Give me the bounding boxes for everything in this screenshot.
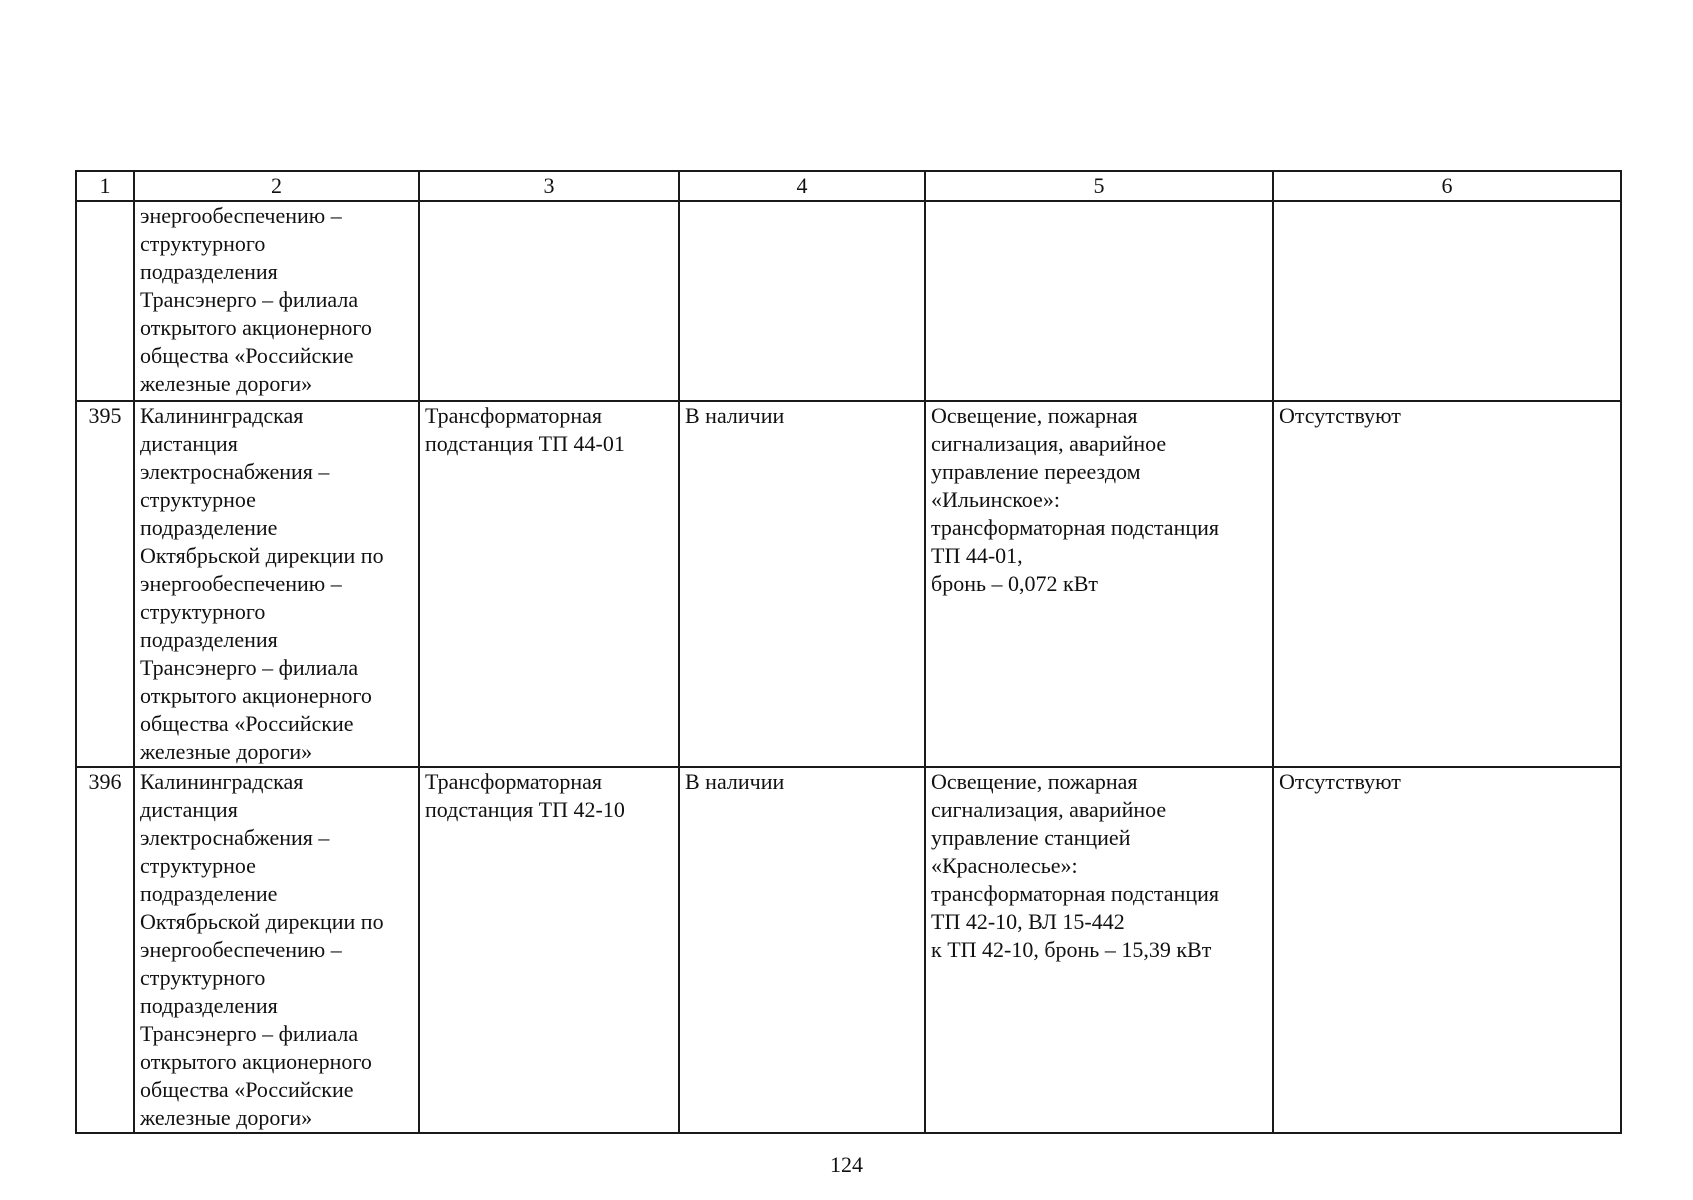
object-text: Трансформаторная подстанция ТП 42-10 [425, 769, 625, 822]
cell-description [925, 201, 1273, 401]
note-text: Отсутствуют [1279, 403, 1401, 428]
organization-text: энергообеспечению – структурного подразделения Трансэнерго – филиала открытого акционерного общества «Российские железные дороги» [140, 203, 372, 396]
cell-num [76, 201, 134, 401]
cell-status [679, 201, 925, 401]
cell-status [679, 767, 925, 1133]
cell-organization [134, 767, 419, 1133]
table-row [76, 767, 1621, 1133]
organization-text: Калининградская дистанция электроснабжения – структурное подразделение Октябрьской дирекции по энергообеспечению – структурного подразделения Трансэнерго – филиала открытого акционерного общества «Российские железные дороги» [140, 403, 384, 764]
organization-text: Калининградская дистанция электроснабжения – структурное подразделение Октябрьской дирекции по энергообеспечению – структурного подразделения Трансэнерго – филиала открытого акционерного общества «Российские железные дороги» [140, 769, 384, 1130]
table-header [76, 171, 1621, 201]
object-text: Трансформаторная подстанция ТП 44-01 [425, 403, 625, 456]
description-text: Освещение, пожарная сигнализация, аварийное управление переездом «Ильинское»: трансформаторная подстанция ТП 44-01, бронь – 0,072 кВт [931, 403, 1220, 596]
cell-note [1273, 767, 1621, 1133]
table-body [76, 201, 1621, 1133]
cell-object [419, 201, 679, 401]
cell-description [925, 401, 1273, 767]
cell-status [679, 401, 925, 767]
header-col-1: 1 [76, 171, 134, 201]
header-row [76, 171, 1621, 201]
header-col-4: 4 [679, 171, 925, 201]
cell-note [1273, 201, 1621, 401]
description-text: Освещение, пожарная сигнализация, аварийное управление станцией «Краснолесье»: трансформаторная подстанция ТП 42-10, ВЛ 15-442 к ТП 42-10, бронь – 15,39 кВт [931, 769, 1220, 962]
table-row-continuation [76, 201, 1621, 401]
cell-num: 396 [76, 767, 134, 1133]
table-row [76, 401, 1621, 767]
status-text: В наличии [685, 769, 785, 794]
header-col-6: 6 [1273, 171, 1621, 201]
cell-organization [134, 401, 419, 767]
header-col-3: 3 [419, 171, 679, 201]
cell-num: 395 [76, 401, 134, 767]
status-text: В наличии [685, 403, 785, 428]
cell-object [419, 401, 679, 767]
data-table [75, 170, 1622, 1134]
cell-description [925, 767, 1273, 1133]
cell-note [1273, 401, 1621, 767]
cell-organization [134, 201, 419, 401]
cell-object [419, 767, 679, 1133]
page-number: 124 [830, 1152, 863, 1177]
header-col-5: 5 [925, 171, 1273, 201]
note-text: Отсутствуют [1279, 769, 1401, 794]
header-col-2: 2 [134, 171, 419, 201]
